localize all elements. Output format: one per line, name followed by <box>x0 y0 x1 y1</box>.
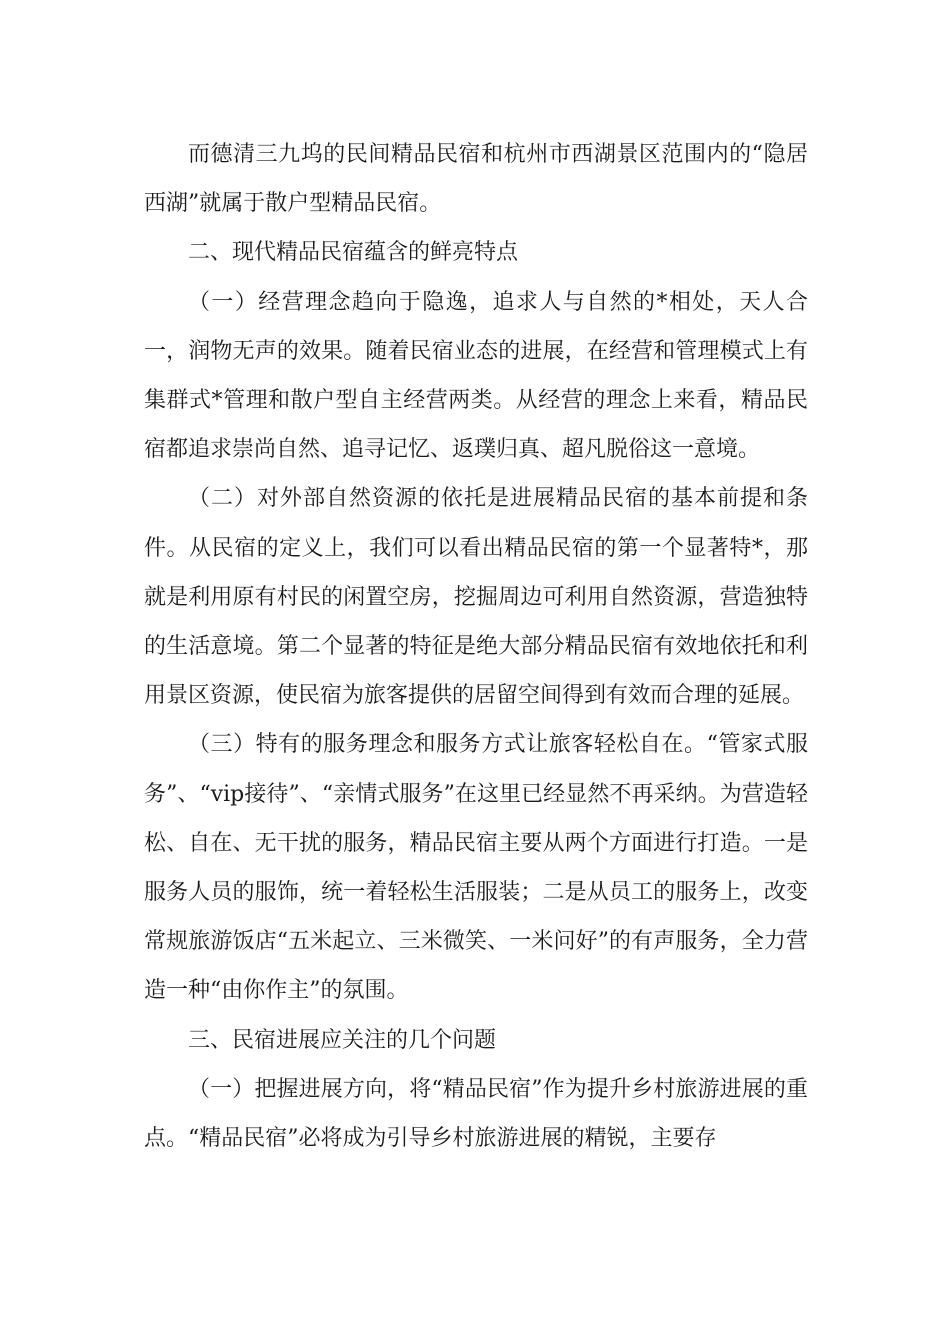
paragraph-2-1: （一）经营理念趋向于隐逸，追求人与自然的*相处，天人合一，润物无声的效果。随着民宿业态的进展，在经营和管理模式上有集群式*管理和散户型自主经营两类。从经营的理念上来看，精品民宿都追求崇尚自然、追寻记忆、返璞归真、超凡脱俗这一意境。 <box>144 289 808 463</box>
paragraph-2-2: （二）对外部自然资源的依托是进展精品民宿的基本前提和条件。从民宿的定义上，我们可以看出精品民宿的第一个显著特*，那就是利用原有村民的闲置空房，挖掘周边可利用自然资源，营造独特的生活意境。第二个显著的特征是绝大部分精品民宿有效地依托和利用景区资源，使民宿为旅客提供的居留空间得到有效而合理的延展。 <box>144 486 808 709</box>
paragraph-2-3: （三）特有的服务理念和服务方式让旅客轻松自在。“管家式服务”、“vip接待”、“亲情式服务”在这里已经显然不再采纳。为营造轻松、自在、无干扰的服务，精品民宿主要从两个方面进行打造。一是服务人员的服饰，统一着轻松生活服装；二是从员工的服务上，改变常规旅游饭店“五米起立、三米微笑、一米问好”的有声服务，全力营造一种“由你作主”的氛围。 <box>144 732 808 1004</box>
document-body <box>144 130 808 1163</box>
paragraph-1: 而德清三九坞的民间精品民宿和杭州市西湖景区范围内的“隐居西湖”就属于散户型精品民宿。 <box>144 142 808 217</box>
section-heading-2: 二、现代精品民宿蕴含的鲜亮特点 <box>188 240 519 266</box>
paragraph-3-1: （一）把握进展方向，将“精品民宿”作为提升乡村旅游进展的重点。“精品民宿”必将成为引导乡村旅游进展的精锐，主要存 <box>144 1076 808 1152</box>
section-heading-3: 三、民宿进展应关注的几个问题 <box>188 1027 497 1053</box>
